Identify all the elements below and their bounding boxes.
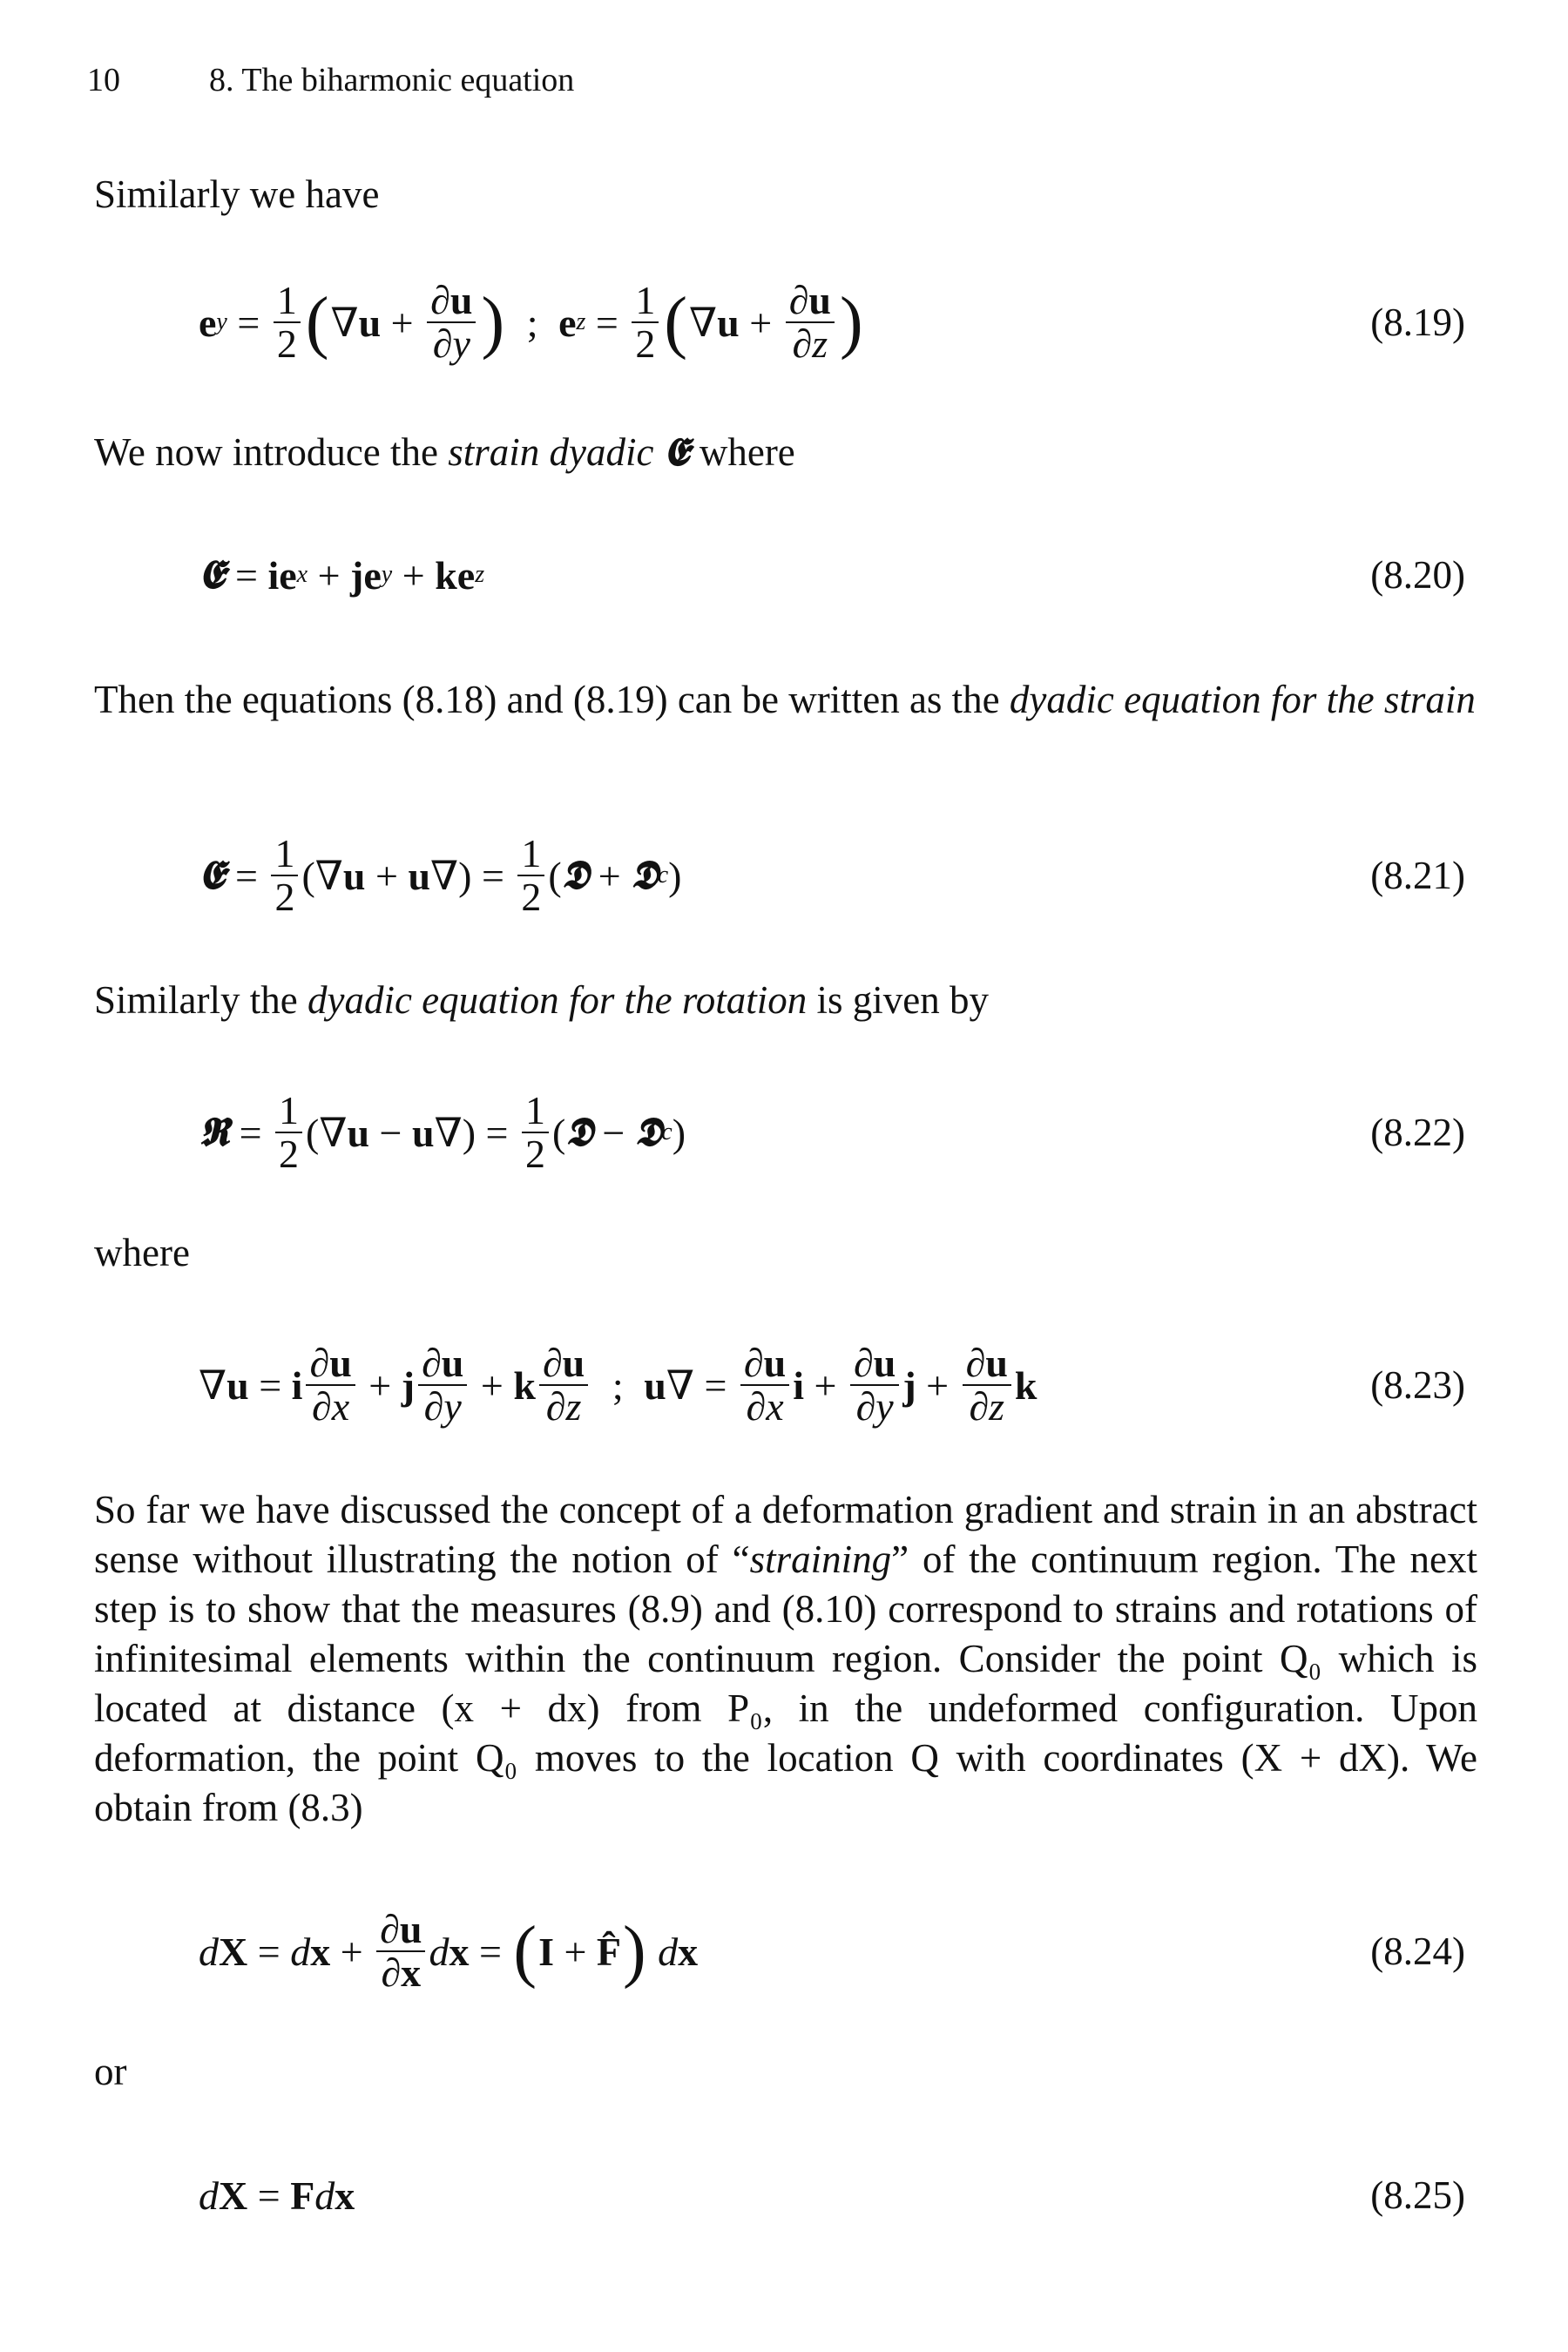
paragraph-straining <box>94 1485 1477 1833</box>
equation-body: 𝕽 = $\frac{1}{2}$ (∇ u − u ∇) = $\frac{1}{2}$ ( 𝕯 − 𝕯 c ) <box>199 1087 686 1176</box>
equation-body: d X = d x + $\frac{\partial u}{\partial x}$ d x = ( I + F̂ ) d x <box>199 1906 699 1995</box>
emphasis: strain dyadic <box>448 430 654 474</box>
equation-8-22 <box>94 1080 1477 1185</box>
paragraph-where: where <box>94 1231 190 1274</box>
equation-8-23 <box>94 1333 1477 1437</box>
equation-8-21 <box>94 823 1477 928</box>
equation-number: (8.22) <box>1370 1111 1465 1154</box>
equation-number: (8.23) <box>1370 1363 1465 1407</box>
emphasis: dyadic equation for the rotation <box>307 978 808 1022</box>
strain-dyadic-symbol: 𝕰 <box>663 429 690 475</box>
text-run: ” of the continuum region. The next step is to show that the measures (8.9) and (8.10) correspond to strains and rotations of infinitesimal elements within the continuum region. Consider the point Q₀ which is located at distance (x + dx) from P₀, in the undeformed configuration. Upon deformation, the point Q₀ moves to the location Q with coordinates (X + dX). We obtain from (8.3) <box>94 1538 1478 1829</box>
emphasis: straining <box>749 1538 892 1581</box>
equation-number: (8.20) <box>1370 553 1465 597</box>
running-header <box>87 61 574 99</box>
equation-number: (8.25) <box>1370 2173 1465 2217</box>
paragraph-strain-dyadic <box>94 427 1477 477</box>
paragraph-rotation <box>94 976 1477 1025</box>
equation-8-20 <box>94 523 1477 627</box>
text-run: Then the equations (8.18) and (8.19) can be written as the <box>94 678 1010 721</box>
emphasis: dyadic equation for the strain <box>1009 678 1476 721</box>
text-run: Similarly the <box>94 978 308 1022</box>
text-run: where <box>689 430 795 474</box>
equation-body: d X = F d x <box>199 2173 355 2218</box>
paragraph-or: or <box>94 2050 127 2093</box>
equation-number: (8.19) <box>1370 301 1465 344</box>
equation-number: (8.24) <box>1370 1930 1465 1973</box>
equation-8-25 <box>94 2143 1477 2247</box>
text-run: is given by <box>807 978 990 1022</box>
equation-8-24 <box>94 1899 1477 2004</box>
equation-number: (8.21) <box>1370 854 1465 897</box>
text-run: So far we have discussed the concept of a deformation gradient and strain in an abstract sense without illustrating the notion of “ <box>94 1488 1477 1581</box>
page-number: 10 <box>87 62 120 98</box>
equation-8-19 <box>94 270 1477 375</box>
paragraph-dyadic-strain <box>94 675 1477 725</box>
equation-body: e y = $\frac{1}{2}$ ( ∇ u + $\frac{\partial u}{\partial y}$ ) ; e z = $\frac{1}{2}$ ( ∇ u + $\frac{\partial u}{\partial z}$ ) <box>199 277 863 366</box>
paragraph-similarly: Similarly we have <box>94 172 380 216</box>
equation-body: 𝕰 = ie x + je y + ke z <box>199 551 485 598</box>
equation-body: 𝕰 = $\frac{1}{2}$ (∇ u + u ∇) = $\frac{1}{2}$ ( 𝕯 + 𝕯 c ) <box>199 830 682 919</box>
chapter-title: 8. The biharmonic equation <box>209 62 575 98</box>
text-run: We now introduce the <box>94 430 449 474</box>
equation-body: ∇ u = i $\frac{\partial u}{\partial x}$ + j $\frac{\partial u}{\partial y}$ + k $\frac{\partial u}{\partial z}$ ; u ∇ = $\frac{\partial u}{\partial x}$ i + $\frac{\partial u}{\partial y}$ j + $\frac{\partial u}{\partial z}$ k <box>199 1340 1037 1429</box>
